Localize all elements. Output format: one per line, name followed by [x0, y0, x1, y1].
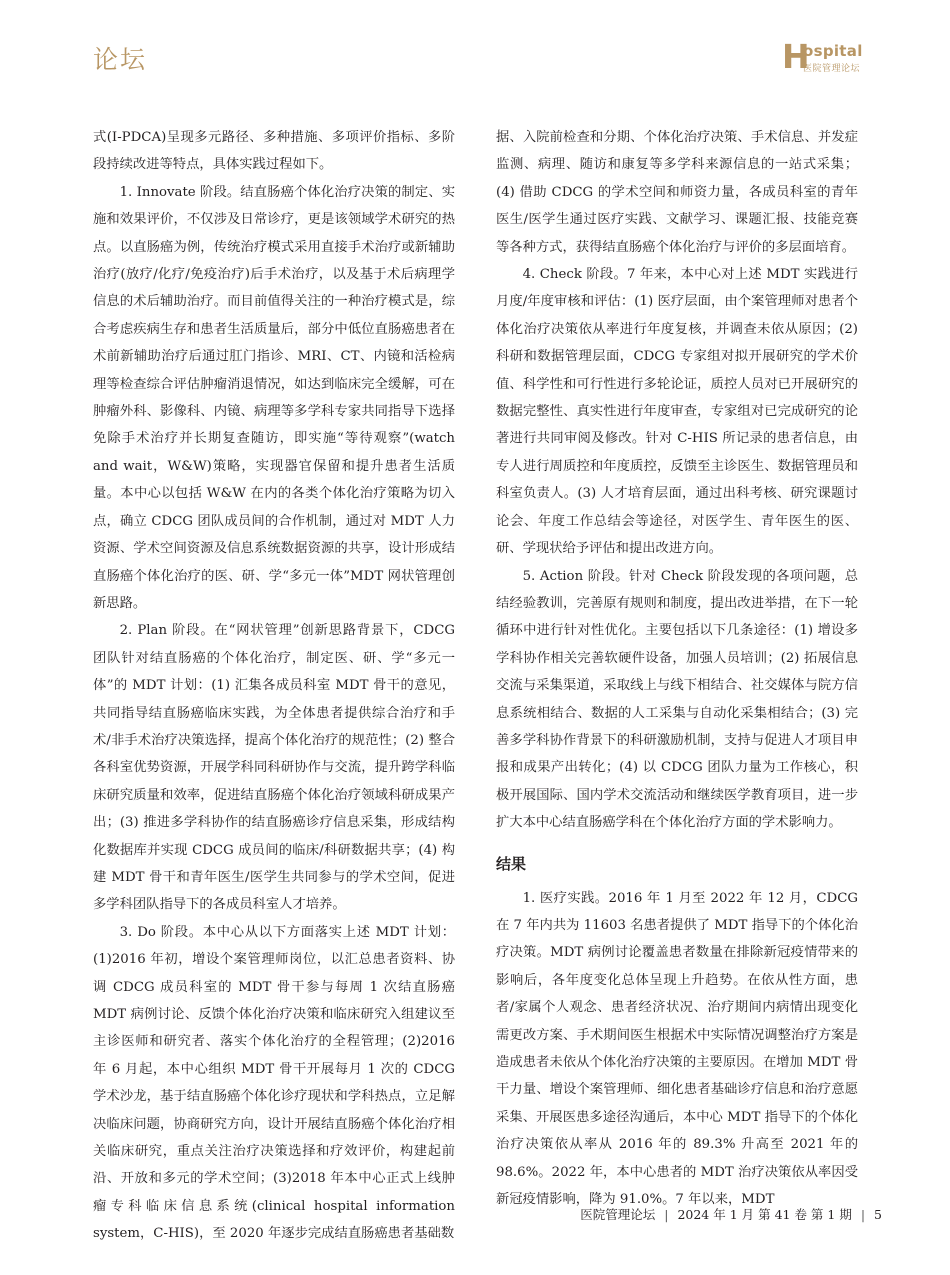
paragraph-plan: 2. Plan 阶段。在“网状管理”创新思路背景下，CDCG 团队针对结直肠癌的个体化治疗，制定医、研、学“多元一体”的 MDT 计划：(1) 汇集各成员科室 MDT 骨干的意见，共同指导结直肠癌临床实践，为全体患者提供综合治疗和手术/非手术治疗决策选择，提高个体化治疗的规范性；(2) 整合各科室优势资源，开展学科同科研协作与交流，提升跨学科临床研究质量和效率，促进结直肠癌个体化治疗领域科研成果产出；(3) 推进多学科协作的结直肠癌诊疗信息采集，形成结构化数据库并实现 CDCG 成员间的临床/科研数据共享；(4) 构建 MDT 骨干和青年医生/医学生共同参与的学术空间，促进多学科团队指导下的各成员科室人才培养。 — [93, 623, 455, 913]
section-title: 论坛 — [93, 45, 148, 74]
journal-logo — [782, 37, 863, 76]
results-heading: 结果 — [496, 854, 527, 873]
logo-word: ospital — [803, 42, 863, 60]
paragraph: 据、入院前检查和分期、个体化治疗决策、手术信息、并发症监测、病理、随访和康复等多学科来源信息的一站式采集；(4) 借助 CDCG 的学术空间和师资力量，各成员科室的青年医生/医学生通过医疗实践、文献学习、课题汇报、技能竞赛等各种方式，获得结直肠癌个体化治疗与评价的多层面培育。 — [496, 130, 858, 255]
paragraph: 式(I-PDCA)呈现多元路径、多种措施、多项评价指标、多阶段持续改进等特点，具体实践过程如下。 — [93, 130, 455, 173]
page-footer: 医院管理论坛 | 2024 年 1 月 第 41 卷 第 1 期 | 5 — [580, 1207, 882, 1222]
paragraph-check: 4. Check 阶段。7 年来，本中心对上述 MDT 实践进行月度/年度审核和评估：(1) 医疗层面，由个案管理师对患者个体化治疗决策依从率进行年度复核，并调查未依从原因；(2) 科研和数据管理层面，CDCG 专家组对拟开展研究的学术价值、科学性和可行性进行多轮论证，质控人员对已开展研究的数据完整性、真实性进行年度审查，专家组对已完成研究的论著进行共同审阅及修改。针对 C-HIS 所记录的患者信息，由专人进行周质控和年度质控，反馈至主诊医生、数据管理员和科室负责人。(3) 人才培育层面，通过出科考核、研究课题讨论会、年度工作总结会等途径，对医学生、青年医生的医、研、学现状给予评估和提出改进方向。 — [496, 267, 858, 557]
logo-letter: H — [782, 37, 810, 76]
paragraph-do: 3. Do 阶段。本中心从以下方面落实上述 MDT 计划：(1)2016 年初，增设个案管理师岗位，以汇总患者资料、协调 CDCG 成员科室的 MDT 骨干参与每周 1 次结直肠癌 MDT 病例讨论、反馈个体化治疗决策和临床研究入组建议至主诊医师和研究者、落实个体化治疗的全程管理；(2)2016 年 6 月起，本中心组织 MDT 骨干开展每月 1 次的 CDCG 学术沙龙，基于结直肠癌个体化诊疗现状和学科热点，立足解决临床问题，协商研究方向，设计开展结直肠癌个体化治疗相关临床研究，重点关注治疗决策选择和疗效评价，构建起前沿、开放和多元的学术空间；(3)2018 年本中心正式上线肿瘤专科临床信息系统(clinical hospital information system，C-HIS)，至 2020 年逐步完成结直肠癌患者基础数 — [93, 924, 455, 1242]
paragraph-results: 1. 医疗实践。2016 年 1 月至 2022 年 12 月，CDCG 在 7 年内共为 11603 名患者提供了 MDT 指导下的个体化治疗决策。MDT 病例讨论覆盖患者数量在排除新冠疫情带来的影响后，各年度变化总体呈现上升趋势。在依从性方面，患者/家属个人观念、患者经济状况、治疗期间内病情出现变化需更改方案、手术期间医生根据术中实际情况调整治疗方案是造成患者未依从个体化治疗决策的主要原因。在增加 MDT 骨干力量、增设个案管理师、细化患者基础诊疗信息和治疗意愿采集、开展医患多途径沟通后，本中心 MDT 指导下的个体化治疗决策依从率从 2016 年的 89.3% 升高至 2021 年的 98.6%。2022 年，本中心患者的 MDT 治疗决策依从率因受新冠疫情影响，降为 91.0%。7 年以来，MDT — [496, 890, 858, 1208]
footer-issue: 2024 年 1 月 第 41 卷 第 1 期 — [677, 1207, 852, 1222]
paragraph-innovate: 1. Innovate 阶段。结直肠癌个体化治疗决策的制定、实施和效果评价，不仅涉及日常诊疗，更是该领域学术研究的热点。以直肠癌为例，传统治疗模式采用直接手术治疗或新辅助治疗(放疗/化疗/免疫治疗)后手术治疗，以及基于术后病理学信息的术后辅助治疗。而目前值得关注的一种治疗模式是，综合考虑疾病生存和患者生活质量后，部分中低位直肠癌患者在术前新辅助治疗后通过肛门指诊、MRI、CT、内镜和活检病理等检查综合评估肿瘤消退情况，如达到临床完全缓解，可在肿瘤外科、影像科、内镜、病理等多学科专家共同指导下选择免除手术治疗并长期复查随访，即实施“等待观察”(watch and wait，W&W)策略，实现器官保留和提升患者生活质量。本中心以包括 W&W 在内的各类个体化治疗策略为切入点，确立 CDCG 团队成员间的合作机制，通过对 MDT 人力资源、学术空间资源及信息系统数据资源的共享，设计形成结直肠癌个体化治疗的医、研、学“多元一体”MDT 网状管理创新思路。 — [93, 184, 455, 611]
footer-journal: 医院管理论坛 — [580, 1207, 656, 1222]
page-number: 5 — [874, 1207, 882, 1222]
left-column — [93, 124, 455, 1248]
right-column — [496, 124, 858, 1213]
paragraph-action: 5. Action 阶段。针对 Check 阶段发现的各项问题，总结经验教训，完善原有规则和制度，提出改进举措，在下一轮循环中进行针对性优化。主要包括以下几条途径：(1) 增设多学科协作相关完善软硬件设备，加强人员培训；(2) 拓展信息交流与采集渠道，采取线上与线下相结合、社交媒体与院方信息系统相结合、数据的人工采集与自动化采集相结合；(3) 完善多学科协作背景下的科研激励机制，支持与促进人才项目申报和成果产出转化；(4) 以 CDCG 团队力量为工作核心，积极开展国际、国内学术交流活动和继续医学教育项目，进一步扩大本中心结直肠癌学科在个体化治疗方面的学术影响力。 — [496, 568, 858, 831]
logo-subtitle: 医院管理论坛 — [803, 64, 861, 74]
